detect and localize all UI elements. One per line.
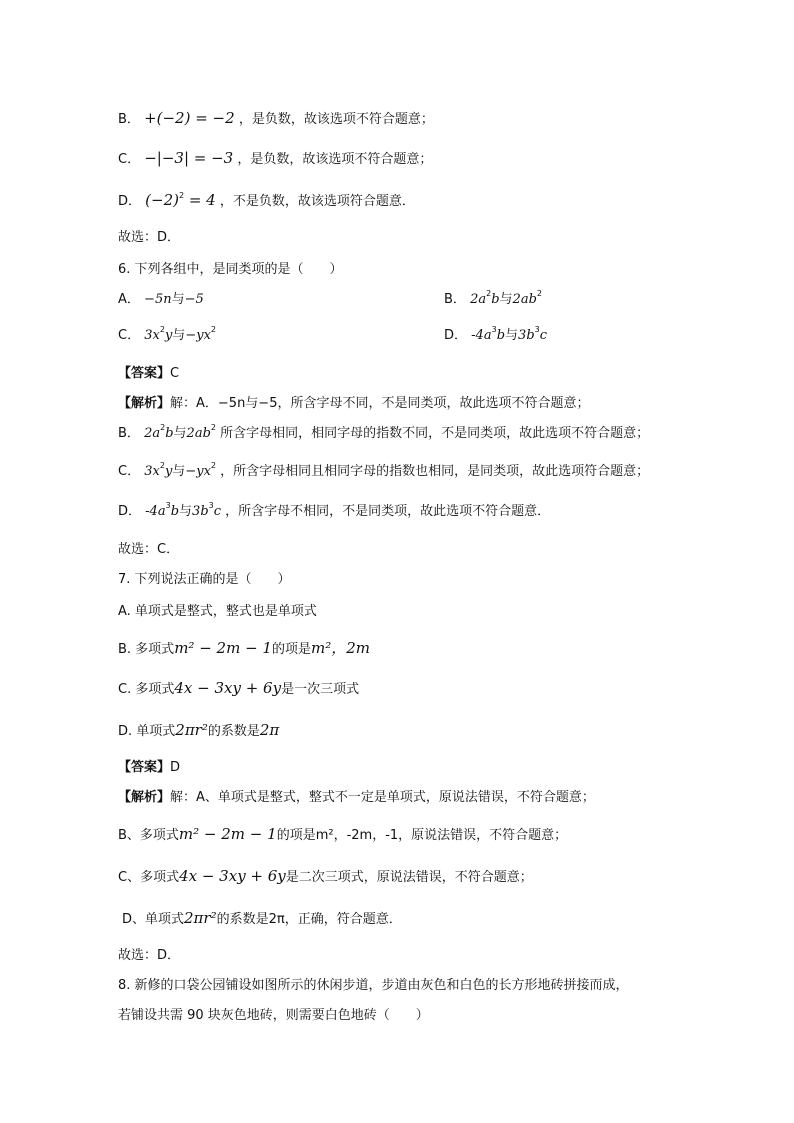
prev-solution-d: D． $(-2)^2 = 4$ ，不是负数，故该选项符合题意． bbox=[118, 190, 415, 209]
q8-stem-line1: 8. 新修的口袋公园铺设如图所示的休闲步道，步道由灰色和白色的长方形地砖拼接而成， bbox=[118, 978, 629, 993]
q7-analysis-c: C、多项式4x − 3xy + 6y是二次三项式，原说法错误，不符合题意； bbox=[118, 867, 533, 885]
q6-analysis-a: 【解析】解：A．−5n与−5，所含字母不同，不是同类项，故此选项不符合题意； bbox=[118, 396, 590, 411]
q7-option-a: A. 单项式是整式，整式也是单项式 bbox=[118, 604, 317, 619]
q6-answer: 【答案】C bbox=[118, 366, 180, 381]
q6-stem: 6. 下列各组中，是同类项的是（ ） bbox=[118, 262, 343, 277]
q7-option-c: C. 多项式4x − 3xy + 6y是一次三项式 bbox=[118, 679, 360, 697]
q6-conclusion: 故选：C． bbox=[118, 542, 180, 557]
q7-analysis-b: B、多项式m² − 2m − 1的项是m²，-2m，-1，原说法错误，不符合题意； bbox=[118, 825, 568, 843]
q7-answer: 【答案】D bbox=[118, 760, 181, 775]
q6-option-c: C． $3x^2y$与$-yx^2$ bbox=[118, 324, 216, 343]
q7-option-b: B. 多项式m² − 2m − 1的项是m²，2m bbox=[118, 639, 370, 657]
q7-stem: 7. 下列说法正确的是（ ） bbox=[118, 572, 291, 587]
q7-analysis-d: D、单项式2πr²的系数是2π，正确，符合题意． bbox=[122, 909, 402, 927]
q7-option-d: D. 单项式2πr²的系数是2π bbox=[118, 721, 280, 739]
q7-conclusion: 故选：D． bbox=[118, 948, 181, 963]
q6-option-a: A． −5n与−5 bbox=[118, 292, 204, 307]
q6-option-b: B． $2a^2b$与$2ab^2$ bbox=[444, 288, 542, 307]
q6-analysis-c: C． $3x^2y$与$-yx^2$ ，所含字母相同且相同字母的指数也相同，是同类项，故此选项符合题意； bbox=[118, 460, 650, 479]
q8-stem-line2: 若铺设共需 90 块灰色地砖，则需要白色地砖（ ） bbox=[118, 1008, 429, 1023]
q7-analysis-a: 【解析】解：A、单项式是整式，整式不一定是单项式，原说法错误，不符合题意； bbox=[118, 790, 595, 805]
q6-option-d: D． $-4a^3b$与$3b^3c$ bbox=[444, 324, 548, 343]
q6-analysis-d: D． $-4a^3b$与$3b^3c$ ，所含字母不相同，不是同类项，故此选项不符合题意． bbox=[118, 500, 551, 519]
q6-analysis-b: B． $2a^2b$与$2ab^2$ 所含字母相同，相同字母的指数不同，不是同类项，故此选项不符合题意； bbox=[118, 422, 650, 441]
prev-conclusion: 故选：D． bbox=[118, 230, 181, 245]
prev-solution-b: B． +(−2) = −2 ，是负数，故该选项不符合题意； bbox=[118, 109, 434, 127]
prev-solution-c: C． −|−3| = −3 ，是负数，故该选项不符合题意； bbox=[118, 149, 433, 167]
